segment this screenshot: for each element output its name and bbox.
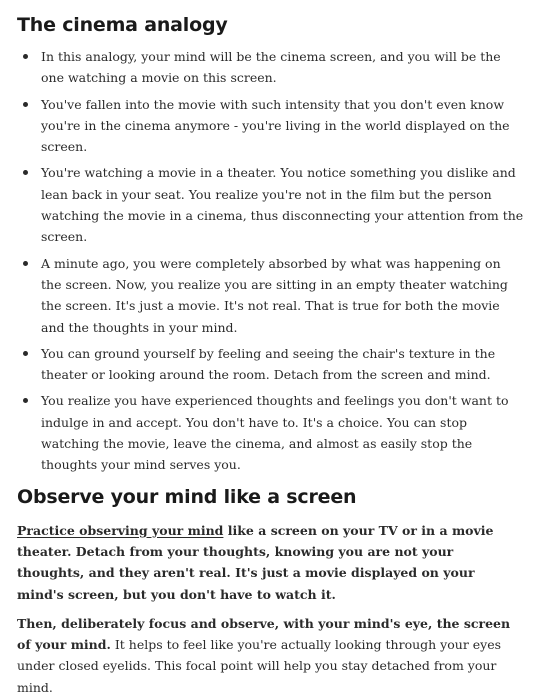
bullet-dot-icon	[23, 261, 28, 266]
bullet-dot-icon	[23, 351, 28, 356]
list-item-text: You realize you have experienced thoughts and feelings you don't want to indulge in and accept. You don't have to. It's a choice. You can stop watching the movie, leave the cinema, and almost as easily stop the thoughts your mind serves you.	[41, 393, 509, 473]
observe-paragraph-2-lead: Then, deliberately focus and observe, with your mind's eye, the screen of your mind.	[17, 615, 511, 653]
list-item-text: You can ground yourself by feeling and seeing the chair's texture in the theater or looking around the room. Detach from the screen and mind.	[41, 345, 496, 383]
section-heading-observe-mind: Observe your mind like a screen	[17, 485, 357, 508]
observe-paragraph-1-text: like a screen on your TV or in a movie theater. Detach from your thoughts, knowing you are not your thoughts, and they aren't real. It's just a movie displayed on your mind's screen, but you don't have to watch it.	[17, 522, 494, 602]
practice-observing-link[interactable]: Practice observing your mind	[17, 522, 224, 538]
list-item	[17, 343, 524, 386]
list-item	[17, 162, 524, 247]
bullet-dot-icon	[23, 398, 28, 403]
list-item-text: You've fallen into the movie with such intensity that you don't even know you're in the cinema anymore - you're living in the world displayed on the screen.	[41, 96, 510, 155]
list-item-text: You're watching a movie in a theater. You notice something you dislike and lean back in your seat. You realize you're not in the film but the person watching the movie in a cinema, thus disconnecting your attention from the screen.	[41, 165, 524, 245]
observe-paragraph-1	[17, 520, 524, 605]
bullet-dot-icon	[23, 54, 28, 59]
list-item-text: In this analogy, your mind will be the cinema screen, and you will be the one watching a movie on this screen.	[41, 49, 501, 86]
list-item	[17, 46, 524, 89]
list-item	[17, 390, 524, 475]
section-heading-cinema-analogy: The cinema analogy	[17, 14, 228, 36]
bullet-dot-icon	[23, 170, 28, 175]
list-item	[17, 253, 524, 338]
cinema-analogy-list	[17, 46, 524, 476]
list-item-text: A minute ago, you were completely absorbed by what was happening on the screen. Now, you realize you are sitting in an empty theater watching the screen. It's just a movie. It's not real. That is true for both the movie and the thoughts in your mind.	[41, 255, 508, 335]
observe-paragraph-2-text: It helps to feel like you're actually looking through your eyes under closed eyelids. This focal point will help you stay detached from your mind.	[17, 637, 502, 695]
observe-paragraph-2	[17, 613, 524, 698]
list-item	[17, 94, 524, 158]
bullet-dot-icon	[23, 102, 28, 107]
